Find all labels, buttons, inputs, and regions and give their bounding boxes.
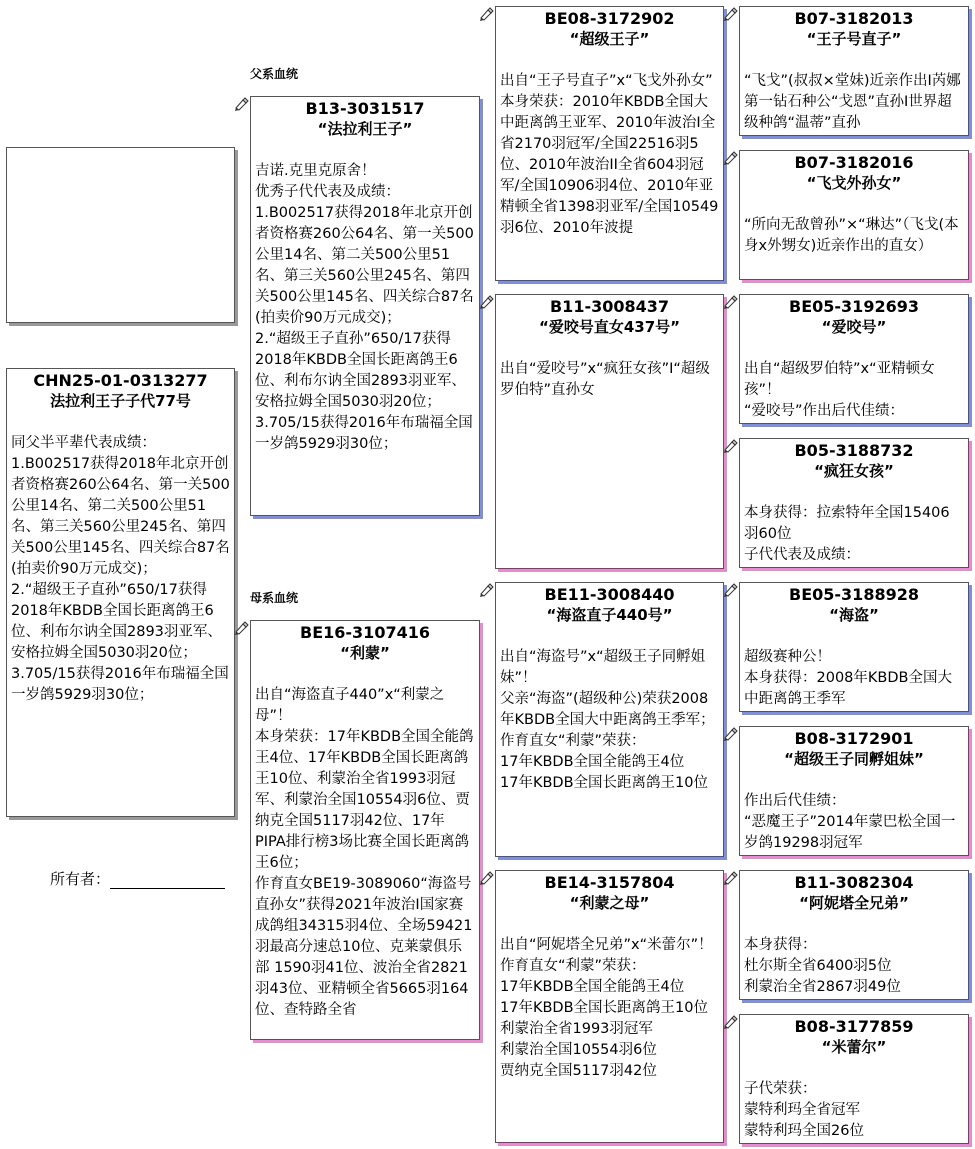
pigeon-name: “法拉利王子” (317, 120, 413, 138)
sire-card[interactable] (250, 96, 480, 516)
ring-number: CHN25-01-0313277 (33, 371, 208, 390)
card-body: 出自“海盗直子440”x“利蒙之母”！ 本身荣获：17年KBDB全国全能鸽王4位、17年KBDB全国长距离鸽王10位、利蒙治全省1993羽冠军、利蒙治全国10554羽6位、贾纳克全国5117羽42位、17年PIPA排行榜3场比赛全国长距离鸽王6位； 作育直女BE19-3089060“海盗号直孙女”获得2021年波治I国家赛成鸽组34315羽4位、全场59421羽最高分速总10位、克莱蒙俱乐部 1590羽41位、波治全省2821羽43位、亚精顿全省5665羽164位、查特路全省 (255, 687, 474, 1018)
ring-number: BE11-3008440 (544, 585, 675, 604)
ring-number: B13-3031517 (305, 99, 425, 118)
gen3-card-3[interactable] (739, 294, 969, 424)
ring-number: B07-3182013 (794, 9, 914, 28)
pigeon-name: “海盗直子440号” (546, 606, 673, 624)
pigeon-name: “爱咬号” (821, 318, 887, 336)
card-body: 出自“爱咬号”x“疯狂女孩”I“超级罗伯特”直孙女 (500, 361, 710, 398)
gen3-card-4[interactable] (739, 438, 969, 568)
card-body: 本身获得： 杜尔斯全省6400羽5位 利蒙治全省2867羽49位 (744, 937, 901, 995)
card-body: 本身获得：拉索特年全国15406羽60位 子代代表及成绩： (744, 505, 950, 563)
card-body: 出自“阿妮塔全兄弟”x“米蕾尔”！ 作育直女“利蒙”荣获： 17年KBDB全国全能鸽王4位 17年KBDB全国长距离鸽王10位 利蒙治全省1993羽冠军 利蒙治全国10554羽6位 贾纳克全国5117羽42位 (500, 937, 713, 1079)
pigeon-name: “超级王子同孵姐妹” (784, 750, 924, 768)
pigeon-name: “爱咬号直女437号” (538, 318, 681, 336)
ring-number: BE05-3192693 (789, 297, 919, 316)
pigeon-name: “飞戈外孙女” (806, 174, 902, 192)
card-body: 超级赛种公！ 本身获得：2008年KBDB全国大中距离鸽王季军 (744, 649, 952, 707)
pencil-icon[interactable] (723, 295, 738, 309)
card-body: “飞戈”(叔叔×堂妹)近亲作出I芮娜第一钻石种公“戈恩”直孙I世界超级种鸽“温蒂”直孙 (744, 73, 961, 131)
pencil-icon[interactable] (479, 871, 494, 885)
pencil-icon[interactable] (234, 621, 249, 635)
pencil-icon[interactable] (723, 7, 738, 21)
gen3-card-1[interactable] (739, 6, 969, 136)
ring-number: B08-3172901 (794, 729, 914, 748)
card-body: 子代荣获： 蒙特利玛全省冠军 蒙特利玛全国26位 (744, 1081, 864, 1139)
sire-line-label: 父系血统 (250, 67, 299, 81)
pigeon-name: “海盗” (829, 606, 879, 624)
card-body: 同父半平辈代表成绩： 1.B002517获得2018年北京开创者资格赛260公64名、第一关500公里14名、第二关500公里51名、第三关560公里245名、第四关500公里145名、四关综合87名(拍卖价90万元成交)； 2.“超级王子直孙”650/17获得2018年KBDB全国长距离鸽王6位、利布尔讷全国2893羽亚军、安格拉姆全国5030羽20位； 3.705/15获得2016年布瑞福全国一岁鸽5929羽30位； (11, 435, 230, 703)
pencil-icon[interactable] (723, 583, 738, 597)
dam-sire-card[interactable] (495, 582, 724, 857)
dam-line-label: 母系血统 (250, 591, 299, 605)
gen3-card-2[interactable] (739, 150, 969, 280)
ring-number: BE05-3188928 (789, 585, 919, 604)
pencil-icon[interactable] (479, 583, 494, 597)
pencil-icon[interactable] (723, 151, 738, 165)
ring-number: BE08-3172902 (544, 9, 675, 28)
ring-number: B05-3188732 (794, 441, 914, 460)
pigeon-name: “超级王子” (569, 30, 650, 48)
pencil-icon[interactable] (479, 295, 494, 309)
card-body: 出自“超级罗伯特”x“亚精顿女孩”！ “爱咬号”作出后代佳绩： (744, 361, 935, 419)
pencil-icon[interactable] (723, 1015, 738, 1029)
pigeon-name: “王子号直子” (806, 30, 902, 48)
pigeon-name: “利蒙” (340, 644, 390, 662)
dam-dam-card[interactable] (495, 870, 724, 1143)
gen3-card-8[interactable] (739, 1014, 969, 1144)
ring-number: B11-3082304 (794, 873, 914, 892)
pigeon-name: “利蒙之母” (569, 894, 650, 912)
owner-line (110, 874, 225, 889)
pigeon-name: 法拉利王子子代77号 (50, 392, 191, 410)
ring-number: BE16-3107416 (300, 623, 430, 642)
ring-number: BE14-3157804 (544, 873, 675, 892)
pencil-icon[interactable] (723, 871, 738, 885)
photo-frame (6, 147, 235, 323)
owner-field[interactable] (50, 868, 225, 889)
ring-number: B07-3182016 (794, 153, 914, 172)
pencil-icon[interactable] (723, 439, 738, 453)
pigeon-name: “疯狂女孩” (814, 462, 894, 480)
ring-number: B08-3177859 (794, 1017, 914, 1036)
card-body: 吉诺.克里克原舍！ 优秀子代代表及成绩： 1.B002517获得2018年北京开创者资格赛260公64名、第一关500公里14名、第二关500公里51名、第三关560公里245名、第四关500公里145名、四关综合87名(拍卖价90万元成交)； 2.“超级王子直孙”650/17获得2018年KBDB全国长距离鸽王6位、利布尔讷全国2893羽亚军、安格拉姆全国5030羽20位； 3.705/15获得2016年布瑞福全国一岁鸽5929羽30位； (255, 163, 474, 452)
gen3-card-7[interactable] (739, 870, 969, 1000)
gen3-card-6[interactable] (739, 726, 969, 856)
dam-card[interactable] (250, 620, 480, 1040)
gen3-card-5[interactable] (739, 582, 969, 712)
owner-label: 所有者： (50, 870, 111, 888)
card-body: “所向无敌曾孙”×“琳达”（飞戈(本身x外甥女)近亲作出的直女） (744, 217, 959, 254)
pencil-icon[interactable] (234, 97, 249, 111)
card-body: 作出后代佳绩： “恶魔王子”2014年蒙巴松全国一岁鸽19298羽冠军 (744, 793, 956, 851)
sire-dam-card[interactable] (495, 294, 724, 569)
ring-number: B11-3008437 (549, 297, 670, 316)
card-body: 出自“海盗号”x“超级王子同孵姐妹”！ 父亲“海盗”(超级种公)荣获2008年KBDB全国大中距离鸽王季军； 作育直女“利蒙”荣获： 17年KBDB全国全能鸽王4位 17年KBDB全国长距离鸽王10位 (500, 649, 715, 791)
pigeon-name: “阿妮塔全兄弟” (799, 894, 909, 912)
sire-sire-card[interactable] (495, 6, 724, 281)
subject-card[interactable] (6, 368, 235, 817)
pencil-icon[interactable] (479, 7, 494, 21)
pencil-icon[interactable] (723, 727, 738, 741)
pigeon-name: “米蕾尔” (821, 1038, 887, 1056)
card-body: 出自“王子号直子”x“飞戈外孙女” 本身荣获：2010年KBDB全国大中距离鸽王亚军、2010年波治I全省2170羽冠军/全国22516羽5位、2010年波治II全省604羽冠军/全国10906羽4位、2010年亚精顿全省1398羽亚军/全国10549羽6位、2010年波提 (500, 73, 719, 236)
